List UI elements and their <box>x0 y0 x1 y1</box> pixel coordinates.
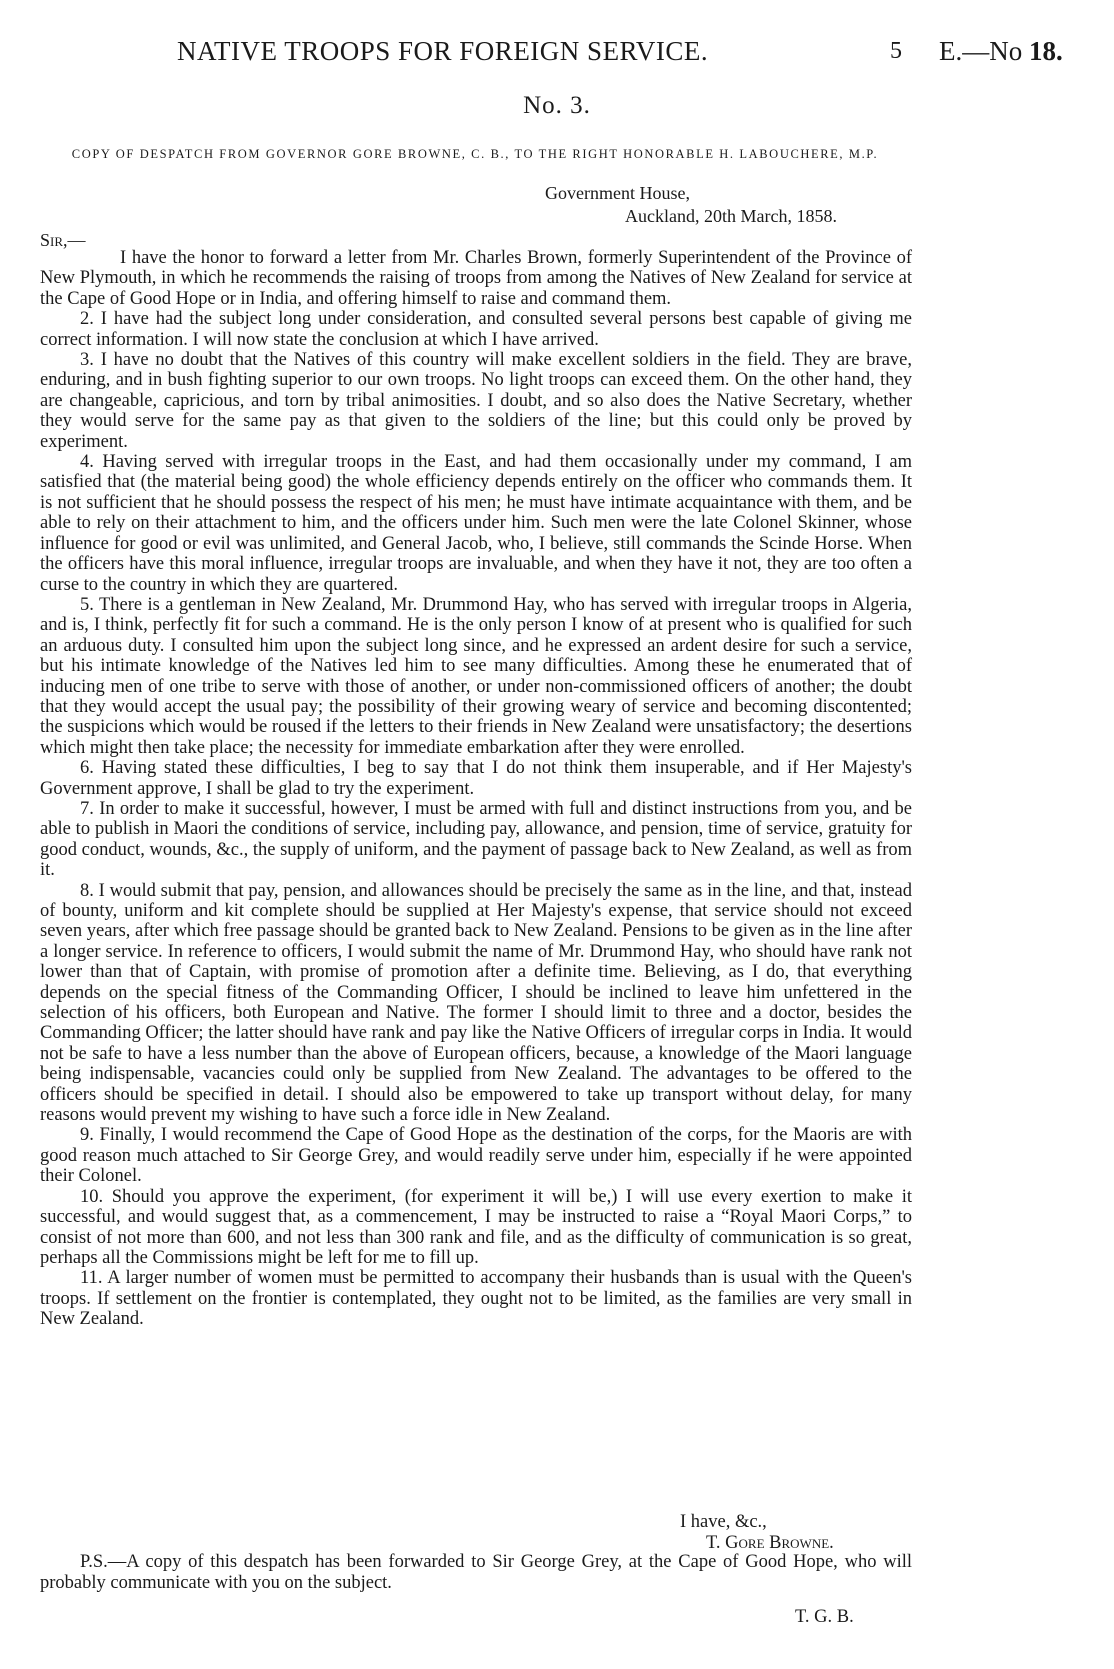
postscript-text: P.S.—A copy of this despatch has been forwarded to Sir George Grey, at the Cape of Good Hope, who will probably communicate with you on the subject. <box>40 1552 912 1593</box>
paragraph-1: I have the honor to forward a letter from Mr. Charles Brown, formerly Superintendent of the Province of New Plymouth, in which he recommends the raising of troops from among the Natives of New Zealand for service at the Cape of Good Hope or in India, and offering himself to raise and command them. <box>40 248 912 309</box>
paragraph-7: 7. In order to make it successful, however, I must be armed with full and distinct instructions from you, and be able to publish in Maori the conditions of service, including pay, allowance, and pension, time of service, gratuity for good conduct, wounds, &c., the supply of uniform, and the payment of passage back to New Zealand, as well as from it. <box>40 798 912 881</box>
paragraph-9: 9. Finally, I would recommend the Cape of Good Hope as the destination of the corps, for the Maoris are with good reason much attached to Sir George Grey, and would readily serve under him, especially if he were appointed their Colonel. <box>40 1125 912 1187</box>
postscript <box>40 1552 912 1594</box>
paragraph-3: 3. I have no doubt that the Natives of this country will make excellent soldiers in the field. They are brave, enduring, and in bush fighting superior to our own troops. No light troops can exceed them. On the other hand, they are changeable, capricious, and torn by tribal animosities. I doubt, and so also does the Native Secretary, whether they would serve for the same pay as that given to the soldiers of the line; but this could only be proved by experiment. <box>40 350 912 452</box>
paragraph-4: 4. Having served with irregular troops in the East, and had them occasionally under my command, I am satisfied that (the material being good) the whole efficiency depends entirely on the officer who commands them. It is not sufficient that he should possess the respect of his men; he must have intimate acquaintance with them, and be able to rely on their attachment to him, and the officers under him. Such men were the late Colonel Skinner, whose influence for good or evil was unlimited, and General Jacob, who, I believe, still commands the Scinde Horse. When the officers have this moral influence, irregular troops are invaluable, and when they have it not, they are too often a curse to the country in which they are quartered. <box>40 452 912 595</box>
address-line-1: Government House, <box>545 183 690 203</box>
running-head-title: NATIVE TROOPS FOR FOREIGN SERVICE. <box>177 36 709 66</box>
salutation: Sir,— <box>40 230 86 250</box>
postscript-initials: T. G. B. <box>795 1607 854 1627</box>
paragraph-2: 2. I have had the subject long under consideration, and consulted several persons best capable of giving me correct information. I will now state the conclusion at which I have arrived. <box>40 309 912 350</box>
paper-reference-prefix: E.—No <box>939 36 1029 66</box>
paper-reference-number: 18. <box>1029 36 1063 66</box>
paragraph-6: 6. Having stated these difficulties, I beg to say that I do not think them insuperable, and if Her Majesty's Government approve, I shall be glad to try the experiment. <box>40 758 912 799</box>
page-number: 5 <box>890 38 902 64</box>
signoff <box>680 1512 834 1554</box>
despatch-heading: COPY OF DESPATCH FROM GOVERNOR GORE BROWNE, C. B., TO THE RIGHT HONORABLE H. LABOUCHERE, M.P. <box>71 147 879 161</box>
running-head <box>0 36 1114 76</box>
paragraph-10: 10. Should you approve the experiment, (for experiment it will be,) I will use every exertion to make it successful, and would suggest that, as a commencement, I may be instructed to raise a “Royal Maori Corps,” to consist of not more than 600, and not less than 300 rank and file, and as the difficulty of communication is so great, perhaps all the Commissions might be left for me to fill up. <box>40 1186 912 1268</box>
sender-address <box>545 182 885 228</box>
signoff-signature: T. Gore Browne. <box>706 1533 834 1553</box>
document-number: No. 3. <box>523 92 591 119</box>
paper-reference <box>939 36 1063 67</box>
paragraph-8: 8. I would submit that pay, pension, and allowances should be precisely the same as in the line, and that, instead of bounty, uniform and kit complete should be supplied at Her Majesty's expense, that service should not exceed seven years, after which free passage should be granted back to New Zealand. Pensions to be given as in the line after a longer service. In reference to officers, I would submit the name of Mr. Drummond Hay, who should have rank not lower than that of Captain, with promise of promotion after a definite time. Believing, as I do, that everything depends on the special fitness of the Commanding Officer, I should be inclined to leave him unfettered in the selection of his officers, both European and Native. The former I should limit to three and a doctor, besides the Commanding Officer; the latter should have rank and pay like the Native Officers of irregular corps in India. It would not be safe to have a less number than the above of European officers, because, a knowledge of the Maori language being indispensable, vacancies could only be supplied from New Zealand. The advantages to be offered to the officers should be specified in detail. I should also be empowered to take up transport without delay, for many reasons would prevent my wishing to have such a force idle in New Zealand. <box>40 880 912 1126</box>
paragraph-5: 5. There is a gentleman in New Zealand, Mr. Drummond Hay, who has served with irregular troops in Algeria, and is, I think, perfectly fit for such a command. He is the only person I know of at present who is qualified for such an arduous duty. I consulted him upon the subject long since, and he expressed an ardent desire for such a service, but his intimate knowledge of the Natives led him to see many difficulties. Among these he enumerated that of inducing men of one tribe to serve with those of another, or under non-commissioned officers of another; the doubt that they would accept the usual pay; the possibility of their growing weary of service and becoming discontented; the suspicions which would be roused if the letters to their friends in New Zealand were unsatisfactory; the desertions which might then take place; the necessity for immediate embarkation after they were enrolled. <box>40 594 912 758</box>
signoff-closing: I have, &c., <box>680 1512 767 1532</box>
address-line-2: Auckland, 20th March, 1858. <box>625 206 837 226</box>
despatch-body <box>40 248 912 1330</box>
paragraph-11: 11. A larger number of women must be permitted to accompany their husbands than is usual with the Queen's troops. If settlement on the frontier is contemplated, they ought not to be limited, as the families are very small in New Zealand. <box>40 1268 912 1330</box>
